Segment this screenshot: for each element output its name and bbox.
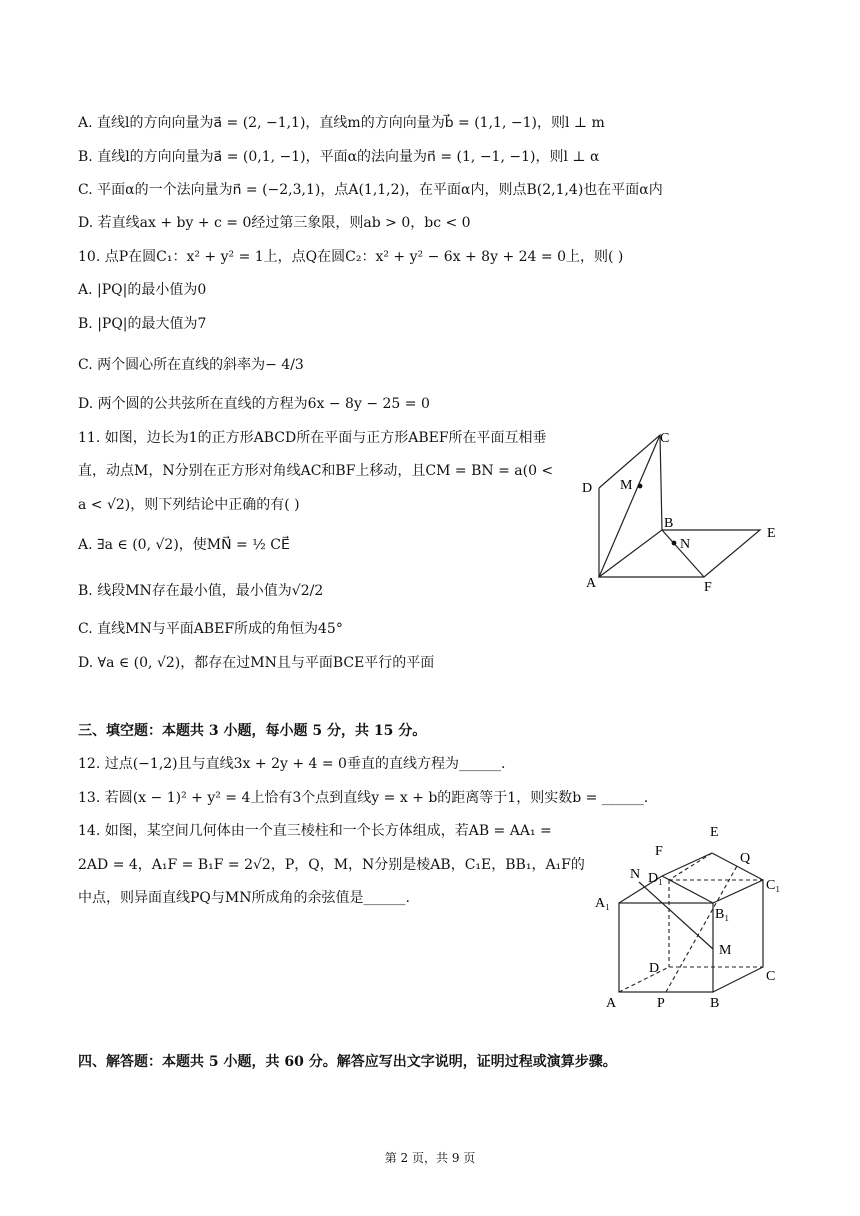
label-b: B <box>664 516 674 531</box>
q11-figure <box>570 420 790 600</box>
q11-option-b: B. 线段MN存在最小值，最小值为√2/2 <box>78 583 324 599</box>
label-q: Q <box>740 851 751 866</box>
q10-option-b: B. |PQ|的最大值为7 <box>78 316 207 332</box>
label-n: N <box>680 537 691 552</box>
label-a: A <box>606 996 617 1011</box>
q14-stem-line-1: 14. 如图，某空间几何体由一个直三棱柱和一个长方体组成，若AB = AA₁ = <box>78 823 552 839</box>
edge-e-c1 <box>712 853 763 880</box>
label-b: B <box>710 996 720 1011</box>
edge-f-e <box>662 853 712 876</box>
label-m: M <box>620 478 633 493</box>
label-d: D <box>649 961 660 976</box>
label-b1: B₁ <box>715 907 730 922</box>
label-c: C <box>766 969 776 984</box>
q13-text: 13. 若圆(x − 1)² + y² = 4上恰有3个点到直线y = x + b的距离等于1，则实数b = ______. <box>78 790 649 806</box>
label-e: E <box>710 825 719 840</box>
q11-stem-line-1: 11. 如图，边长为1的正方形ABCD所在平面与正方形ABEF所在平面互相垂 <box>78 430 547 446</box>
hidden-edge-a-d <box>619 967 669 992</box>
label-a: A <box>586 576 597 591</box>
label-f: F <box>704 580 712 595</box>
label-p: P <box>657 996 665 1011</box>
section-3-heading: 三、填空题：本题共 3 小题，每小题 5 分，共 15 分。 <box>78 723 427 739</box>
q9-option-d: D. 若直线ax + by + c = 0经过第三象限，则ab > 0，bc < 0 <box>78 215 471 231</box>
point-m-dot <box>638 484 643 489</box>
label-n: N <box>630 867 641 882</box>
page-footer: 第 2 页，共 9 页 <box>384 1151 476 1165</box>
label-e: E <box>767 526 776 541</box>
label-c: C <box>660 431 670 446</box>
label-d1: D₁ <box>648 871 663 886</box>
q14-figure <box>588 820 788 1016</box>
point-n-dot <box>672 541 677 546</box>
segment-mn <box>639 882 713 949</box>
q11-option-d: D. ∀a ∈ (0, √2)，都存在过MN且与平面BCE平行的平面 <box>78 655 435 671</box>
q9-option-a: A. 直线l的方向向量为a⃗ = (2, −1,1)，直线m的方向向量为b⃗ = (1,1, −1)，则l ⊥ m <box>78 115 605 131</box>
label-a1: A₁ <box>595 896 610 911</box>
segment-pq <box>666 866 737 992</box>
section-4-heading: 四、解答题：本题共 5 小题，共 60 分。解答应写出文字说明，证明过程或演算步骤。 <box>78 1054 617 1070</box>
label-m: M <box>719 943 732 958</box>
label-f: F <box>655 844 663 859</box>
q14-stem-line-2: 2AD = 4，A₁F = B₁F = 2√2，P，Q，M，N分别是棱AB，C₁E，BB₁，A₁F的 <box>78 857 585 873</box>
label-c1: C₁ <box>766 878 781 893</box>
q10-stem: 10. 点P在圆C₁：x² + y² = 1上，点Q在圆C₂：x² + y² − 6x + 8y + 24 = 0上，则( ) <box>78 249 624 265</box>
q14-stem-line-3: 中点，则异面直线PQ与MN所成角的余弦值是______. <box>78 890 410 906</box>
q10-option-d: D. 两个圆的公共弦所在直线的方程为6x − 8y − 25 = 0 <box>78 396 430 412</box>
q12-text: 12. 过点(−1,2)且与直线3x + 2y + 4 = 0垂直的直线方程为______. <box>78 756 506 772</box>
q10-option-c: C. 两个圆心所在直线的斜率为− 4/3 <box>78 357 304 373</box>
front-face <box>619 903 713 992</box>
q11-option-c: C. 直线MN与平面ABEF所成的角恒为45° <box>78 621 343 637</box>
q11-option-a: A. ∃a ∈ (0, √2)，使MN⃗ = ½ CE⃗ <box>78 537 290 553</box>
right-face <box>713 880 763 992</box>
hidden-edge-e-d1 <box>669 853 712 880</box>
q9-option-b: B. 直线l的方向向量为a⃗ = (0,1, −1)，平面α的法向量为n⃗ = (1, −1, −1)，则l ⊥ α <box>78 149 600 165</box>
q11-stem-line-3: a < √2)，则下列结论中正确的有( ) <box>78 497 300 513</box>
q10-option-a: A. |PQ|的最小值为0 <box>78 282 207 298</box>
label-d: D <box>582 481 593 496</box>
q9-option-c: C. 平面α的一个法向量为n⃗ = (−2,3,1)，点A(1,1,2)，在平面α内，则点B(2,1,4)也在平面α内 <box>78 182 663 198</box>
q11-stem-line-2: 直，动点M，N分别在正方形对角线AC和BF上移动，且CM = BN = a(0 < <box>78 463 554 479</box>
diagonal-ac <box>599 435 660 577</box>
